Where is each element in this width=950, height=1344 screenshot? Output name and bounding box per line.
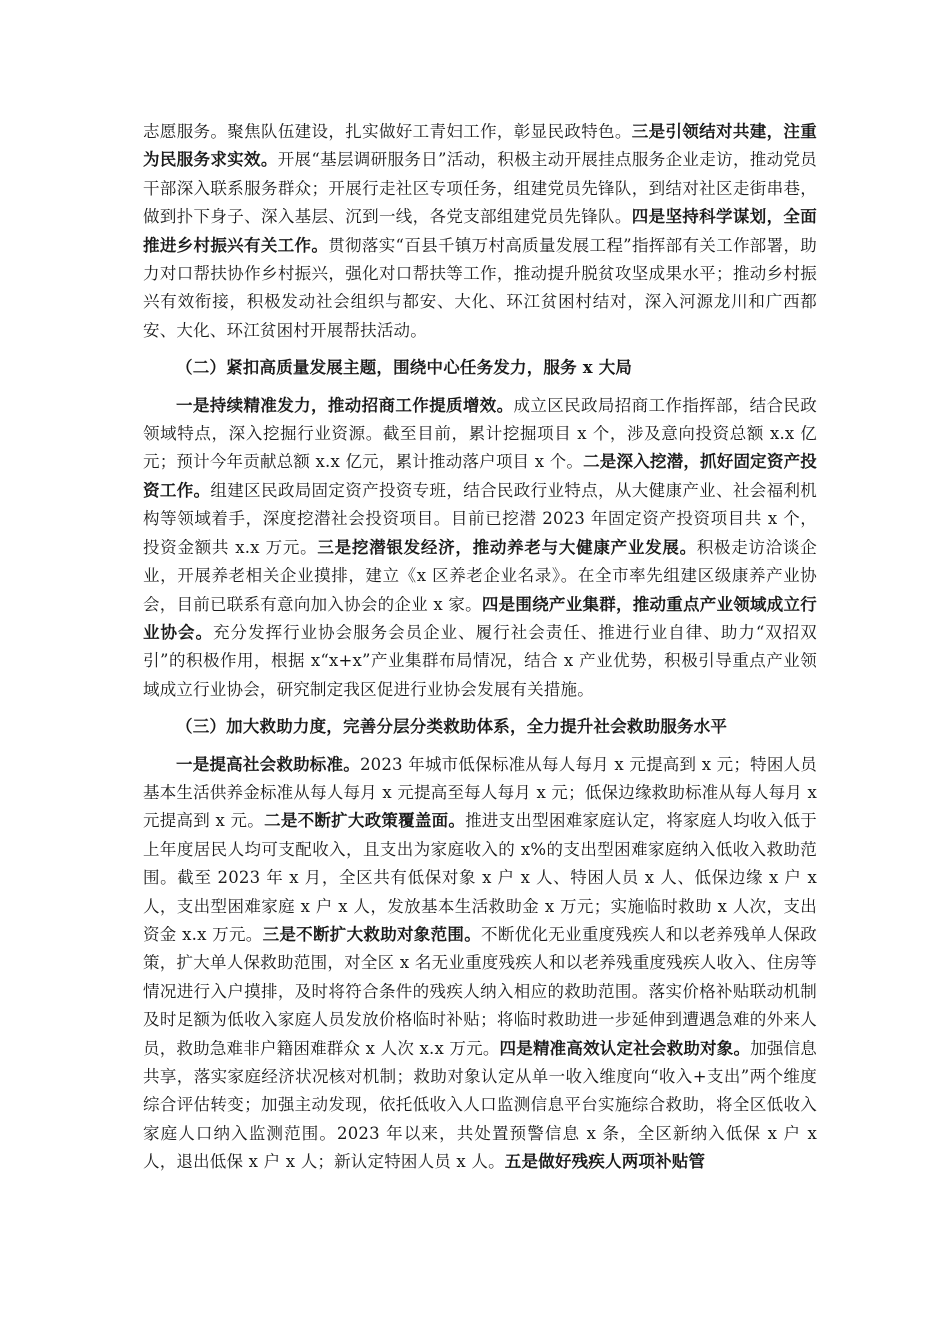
section-heading-2: （二）紧扣高质量发展主题，围绕中心任务发力，服务 x 大局 [176, 358, 633, 378]
section-heading-3: （三）加大救助力度，完善分层分类救助体系，全力提升社会救助服务水平 [176, 717, 728, 737]
text-run: 2023 年城市低保标准从每人每月 x 元提高到 x 元；特困人员基本生活供养金标准从每人每月 x 元提高至每人每月 x 元；低保边缘救助标准从每人每月 x 元提高到 x 元。 [143, 754, 817, 831]
text-run: 成立区民政局招商工作指挥部，结合民政领域特点，深入挖掘行业资源。截至目前，累计挖掘项目 x 个，涉及意向投资总额 x.x 亿元；预计今年贡献总额 x.x 亿元，累计推动落户项目 x 个。 [143, 395, 818, 472]
bold-lead-4: 四是坚持科学谋划，全面推进乡村振兴有关工作。 [143, 207, 817, 255]
document-page [143, 118, 817, 1177]
bold-lead-4: 四是围绕产业集群，推动重点产业领域成立行业协会。 [143, 594, 817, 642]
paragraph-party-building [143, 118, 817, 345]
text-run: 不断优化无业重度残疾人和以老养残单人保政策，扩大单人保救助范围，对全区 x 名无业重度残疾人和以老养残重度残疾人收入、住房等情况进行入户摸排，及时将符合条件的残疾人纳入相应的救助范围。落实价格补贴联动机制及时足额为低收入家庭人员发放价格临时补贴；将临时救助进一步延伸到遭遇急难的外来人员，救助急难非户籍困难群众 x 人次 x.x 万元。 [143, 924, 817, 1058]
paragraph-social-assistance [143, 751, 817, 1177]
bold-lead-2: 二是深入挖潜，抓好固定资产投资工作。 [143, 452, 817, 500]
text-run: 贯彻落实“百县千镇万村高质量发展工程”指挥部有关工作部署，助力对口帮扶协作乡村振兴，强化对口帮扶等工作，推动提升脱贫攻坚成果水平；推动乡村振兴有效衔接，积极发动社会组织与都安、大化、环江贫困村结对，深入河源龙川和广西都安、大化、环江贫困村开展帮扶活动。 [143, 235, 818, 340]
bold-lead-2: 二是不断扩大政策覆盖面。 [264, 811, 466, 831]
text-run: 推进支出型困难家庭认定，将家庭人均收入低于上年度居民人均可支配收入，且支出为家庭收入的 x%的支出型困难家庭纳入低收入救助范围。截至 2023 年 x 月，全区共有低保对象 x 户 x 人、特困人员 x 人、低保边缘 x 户 x 人，支出型困难家庭 x 户 x 人，发放基本生活救助金 x 万元；实施临时救助 x 人次，支出资金 x.x 万元。 [143, 811, 817, 944]
bold-lead-3: 三是不断扩大救助对象范围。 [262, 924, 482, 944]
text-run: 加强信息共享，落实家庭经济状况核对机制；救助对象认定从单一收入维度向“收入+支出”两个维度综合评估转变；加强主动发现，依托低收入人口监测信息平台实施综合救助，将全区低收入家庭人口纳入监测范围。2023 年以来，共处置预警信息 x 条，全区新纳入低保 x 户 x 人，退出低保 x 户 x 人；新认定特困人员 x 人。 [143, 1038, 817, 1172]
text-run: 组建区民政局固定资产投资专班，结合民政行业特点，从大健康产业、社会福利机构等领域着手，深度挖潜社会投资项目。目前已挖潜 2023 年固定资产投资项目共 x 个，投资金额共 x.x 万元。 [143, 480, 817, 557]
paragraph-investment [143, 392, 817, 704]
text-run: 充分发挥行业协会服务会员企业、履行社会责任、推进行业自律、助力“双招双引”的积极作用，根据 x“x+x”产业集群布局情况，结合 x 产业优势，积极引导重点产业领域成立行业协会，研究制定我区促进行业协会发展有关措施。 [143, 622, 817, 699]
text-run: 志愿服务。聚焦队伍建设，扎实做好工青妇工作，彰显民政特色。 [143, 122, 632, 141]
bold-lead-5: 五是做好残疾人两项补贴管 [504, 1152, 706, 1172]
text-run: 积极走访洽谈企业，开展养老相关企业摸排，建立《x 区养老企业名录》。在全市率先组建区级康养产业协会，目前已联系有意向加入协会的企业 x 家。 [143, 537, 817, 614]
bold-lead-1: 一是提高社会救助标准。 [176, 754, 360, 774]
bold-lead-3: 三是引领结对共建，注重为民服务求实效。 [143, 122, 817, 170]
text-run: 开展“基层调研服务日”活动，积极主动开展挂点服务企业走访，推动党员干部深入联系服务群众；开展行走社区专项任务，组建党员先锋队，到结对社区走街串巷，做到扑下身子、深入基层、沉到一线，各党支部组建党员先锋队。 [143, 150, 817, 227]
bold-lead-1: 一是持续精准发力，推动招商工作提质增效。 [176, 395, 514, 415]
bold-lead-4: 四是精准高效认定社会救助对象。 [499, 1038, 751, 1058]
bold-lead-3: 三是挖潜银发经济，推动养老与大健康产业发展。 [317, 537, 697, 557]
